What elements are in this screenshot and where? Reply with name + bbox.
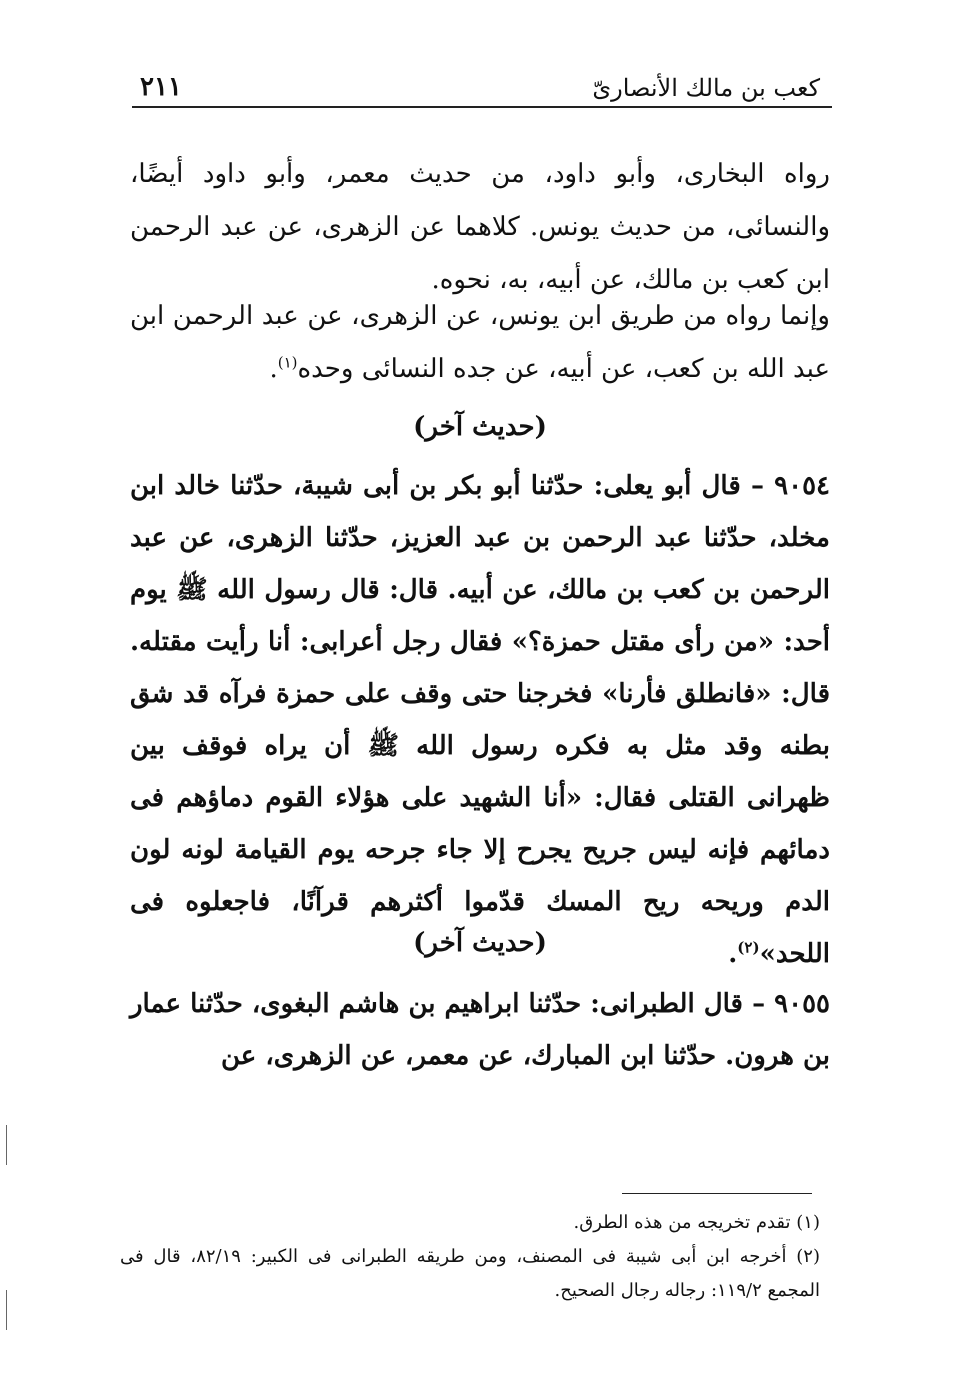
footnote-2: (٢) أخرجه ابن أبى شيبة فى المصنف، ومن طريقه الطبرانى فى الكبير: ٨٢/١٩، قال فى المجمع ١١٩/٢: رجاله رجال الصحيح.: [120, 1246, 820, 1301]
paragraph-2-end: .: [269, 354, 278, 384]
section-heading-2: (حديث آخر): [413, 928, 547, 958]
page-number: ٢١١: [140, 72, 182, 102]
scan-margin-mark: [6, 1125, 7, 1165]
paragraph-2-text: وإنما رواه من طريق ابن يونس، عن الزهرى، عن عبد الرحمن ابن عبد الله بن كعب، عن أبيه، عن جده النسائى وحده: [130, 301, 830, 384]
hadith-number: ٩٠٥٥ –: [752, 989, 830, 1019]
scan-margin-mark: [6, 1290, 7, 1330]
footnotes: [120, 1206, 820, 1308]
hadith-9054: [130, 460, 830, 980]
paragraph-2: [130, 290, 830, 396]
page-header: [140, 62, 820, 102]
footnote-ref-1: (١): [277, 353, 298, 372]
footnote-1: (١) تقدم تخريجه من هذه الطرق.: [573, 1212, 820, 1233]
running-title: كعب بن مالك الأنصارىّ: [592, 74, 820, 102]
hadith-text: قال الطبرانى: حدّثنا ابراهيم بن هاشم البغوى، حدّثنا عمار بن هرون. حدّثنا ابن المبارك، عن معمر، عن الزهرى، عن: [130, 989, 830, 1071]
footnote-rule: [622, 1193, 812, 1194]
hadith-9055: [130, 978, 830, 1082]
header-rule: [132, 106, 832, 108]
hadith-number: ٩٠٥٤ –: [750, 471, 831, 501]
hadith-end: .: [728, 939, 738, 969]
section-heading-1: (حديث آخر): [413, 412, 547, 442]
hadith-text: قال أبو يعلى: حدّثنا أبو بكر بن أبى شيبة، حدّثنا خالد ابن مخلد، حدّثنا عبد الرحمن بن عبد العزيز، حدّثنا الزهرى، عن عبد الرحمن بن كعب بن مالك، عن أبيه. قال: قال رسول الله ﷺ يوم أحد: «من رأى مقتل حمزة؟» فقال رجل أعرابى: أنا رأيت مقتله. قال: «فانطلق فأرنا» فخرجنا حتى وقف على حمزة فرآه قد شق بطنه وقد مثل به فكره رسول الله ﷺ أن يراه فوقف بين ظهرانى القتلى فقال: «أنا الشهيد على هؤلاء القوم دماؤهم فى دمائهم فإنه ليس جريح يجرح إلا جاء جرحه يوم القيامة لونه لون الدم وريحه ريح المسك قدّموا أكثرهم قرآنًا، فاجعلوه فى اللحد»: [130, 471, 830, 969]
paragraph-1: رواه البخارى، وأبو داود، من حديث معمر، وأبو داود أيضًا، والنسائى، من حديث يونس. كلاهما عن الزهرى، عن عبد الرحمن ابن كعب بن مالك، عن أبيه، به، نحوه.: [130, 159, 830, 295]
footnote-ref-2: (٢): [737, 938, 760, 957]
